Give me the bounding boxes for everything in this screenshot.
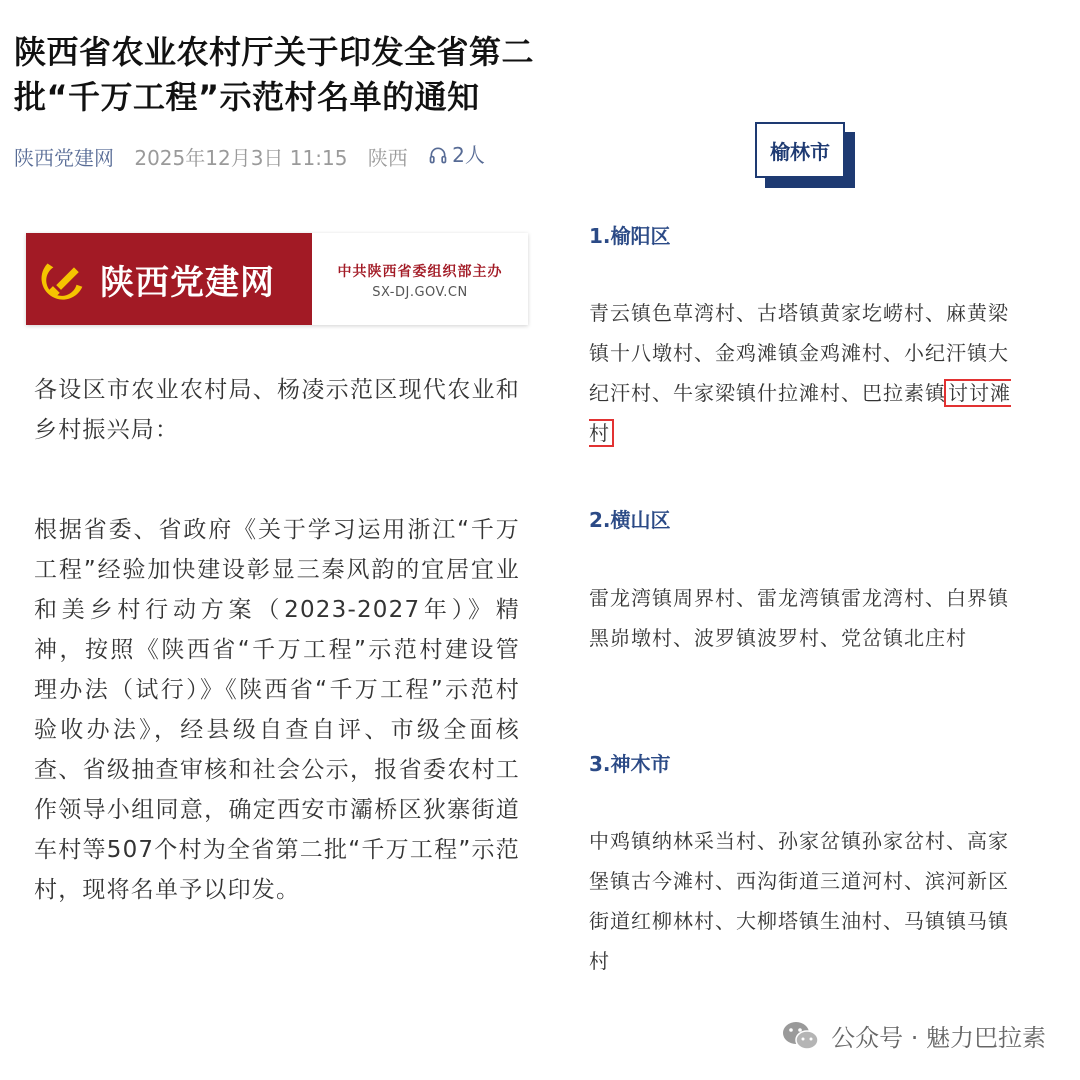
body-paragraph: 根据省委、省政府《关于学习运用浙江“千万工程”经验加快建设彰显三秦风韵的宜居宜业和美乡村行动方案（2023-2027年）》精神，按照《陕西省“千万工程”示范村建设管理办法（试行）》《陕西省“千万工程”示范村验收办法》，经县级自查自评、市级全面核查、省级抽查审核和社会公示，报省委农村工作领导小组同意，确定西安市灞桥区狄寨街道车村等507个村为全省第二批“千万工程”示范村，现将名单予以印发。 bbox=[34, 517, 520, 903]
headphones-icon bbox=[428, 145, 448, 165]
article-meta bbox=[14, 142, 485, 171]
section-text-hengshan: 雷龙湾镇周界村、雷龙湾镇雷龙湾村、白界镇黑峁墩村、波罗镇波罗村、党岔镇北庄村 bbox=[589, 586, 1009, 650]
city-box bbox=[755, 122, 845, 178]
banner-org-area bbox=[312, 233, 528, 325]
section-text-shenmu: 中鸡镇纳林采当村、孙家岔镇孙家岔村、高家堡镇古今滩村、西沟街道三道河村、滨河新区街道红柳林村、大柳塔镇生油村、马镇镇马镇村 bbox=[589, 829, 1009, 973]
section-text: 青云镇色草湾村、古塔镇黄家圪崂村、麻黄梁镇十八墩村、金鸡滩镇金鸡滩村、小纪汗镇大纪汗村、牛家梁镇什拉滩村、巴拉素镇 bbox=[589, 301, 1009, 405]
section-heading-yuyang: 1.榆阳区 bbox=[589, 224, 671, 248]
section-heading-shenmu: 3.神木市 bbox=[589, 752, 671, 776]
banner-url: SX-DJ.GOV.CN bbox=[372, 285, 468, 300]
publish-datetime: 2025年12月3日 11:15 bbox=[134, 146, 348, 170]
listener-count: 2人 bbox=[452, 143, 485, 167]
section-heading-hengshan: 2.横山区 bbox=[589, 508, 671, 532]
salutation: 各设区市农业农村局、杨凌示范区现代农业和乡村振兴局： bbox=[34, 377, 520, 443]
highlighted-village: 讨讨滩村 bbox=[589, 381, 1011, 445]
watermark-label: 公众号 · 魅力巴拉素 bbox=[831, 1024, 1046, 1052]
site-banner bbox=[26, 233, 528, 325]
wechat-icon bbox=[781, 1020, 821, 1052]
section-text-yuyang bbox=[589, 293, 1025, 453]
banner-site-name: 陕西党建网 bbox=[100, 262, 275, 303]
watermark bbox=[781, 1018, 1046, 1053]
listen-button[interactable] bbox=[428, 142, 485, 168]
hammer-sickle-icon bbox=[34, 250, 92, 308]
city-label: 榆林市 bbox=[770, 139, 830, 164]
banner-org: 中共陕西省委组织部主办 bbox=[337, 264, 503, 280]
region-label: 陕西 bbox=[367, 146, 408, 170]
article-title: 陕西省农业农村厅关于印发全省第二批“千万工程”示范村名单的通知 bbox=[14, 33, 535, 116]
banner-logo-area bbox=[26, 233, 312, 325]
source-link[interactable]: 陕西党建网 bbox=[14, 146, 114, 170]
